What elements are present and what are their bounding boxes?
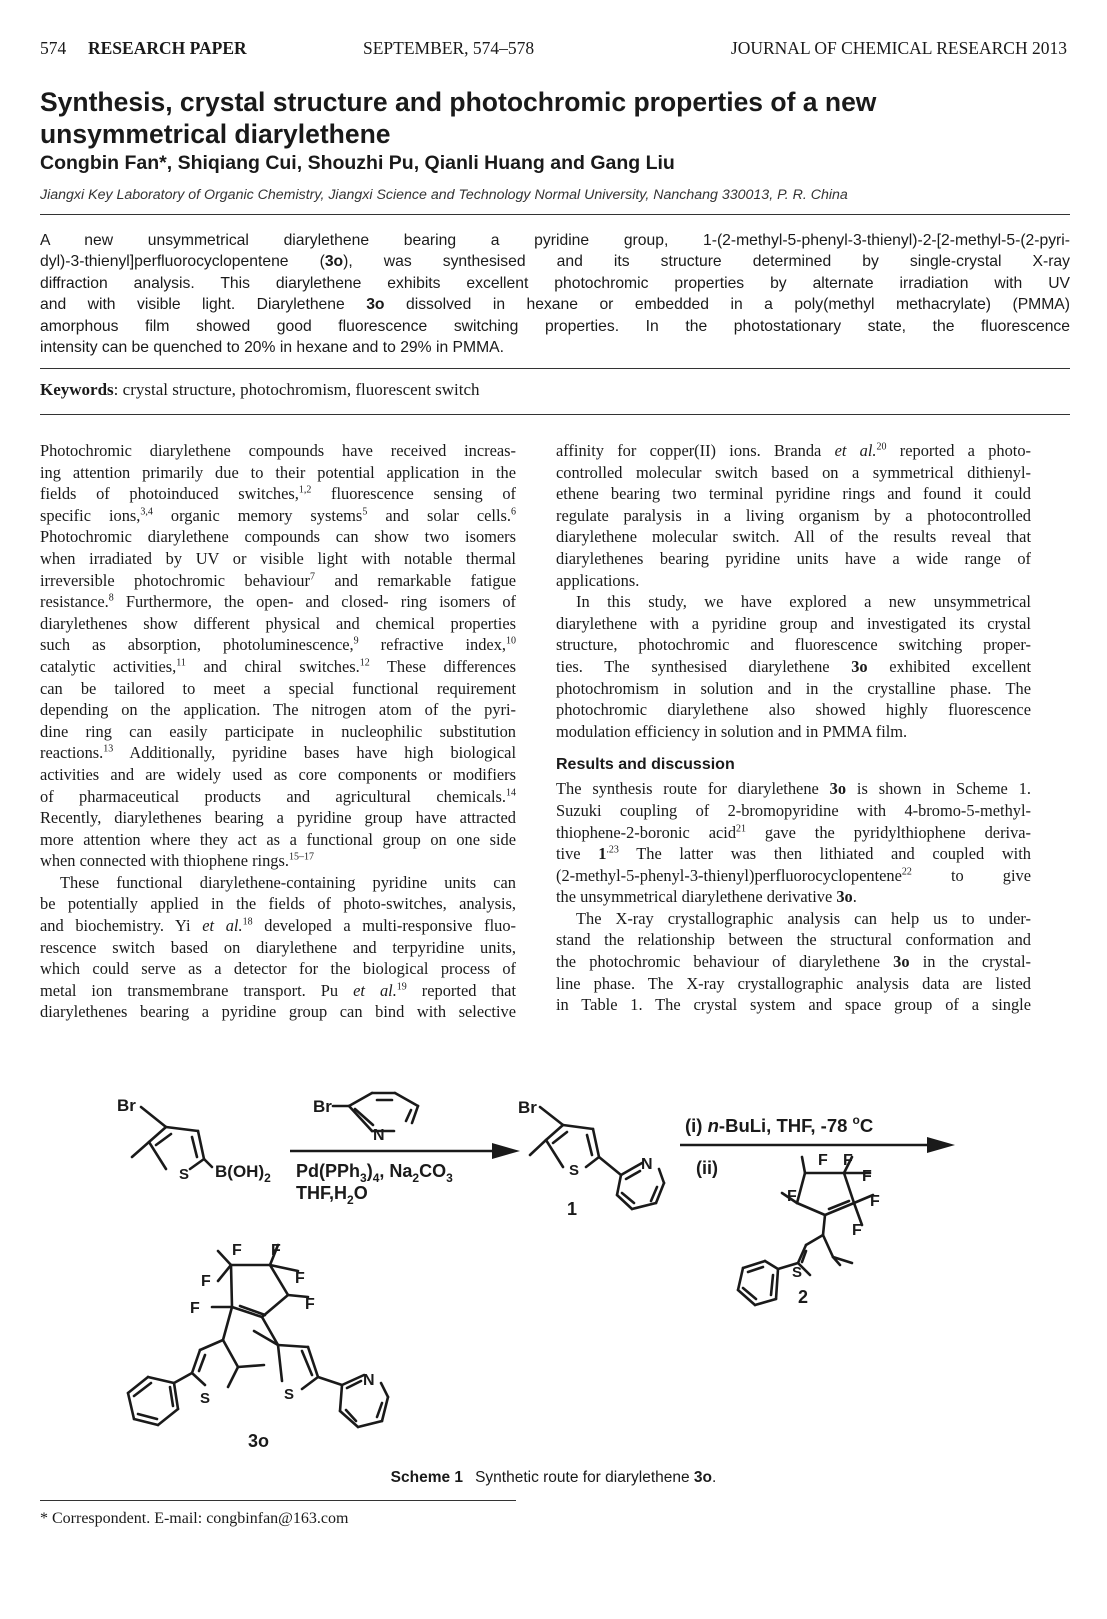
bromopyridine-structure	[333, 1093, 418, 1131]
atom-label-f: F	[232, 1242, 242, 1259]
compound-label-3o: 3o	[248, 1431, 270, 1451]
divider	[40, 214, 1070, 215]
issue-date: SEPTEMBER, 574–578	[363, 38, 535, 58]
body-column-left	[40, 440, 516, 1023]
text-line: ethene bearing two terminal pyridine rings and found it could	[556, 484, 1031, 504]
section-label: RESEARCH PAPER	[88, 38, 247, 58]
text-line: ing attention primarily due to their potential application in the	[40, 462, 516, 482]
text-line: structure, photochromic and fluorescence switching proper-	[556, 635, 1031, 655]
article-title	[40, 86, 1040, 150]
atom-label-s: S	[792, 1264, 803, 1281]
text-line: more attention where they act as a functional group on one side	[40, 829, 516, 849]
text-line: specific ions,$^{3,4}$ organic memory systems$^5$ and solar cells.$^6$	[40, 505, 516, 525]
journal-name: JOURNAL OF CHEMICAL RESEARCH 2013	[730, 38, 1067, 58]
text-line: The synthesis route for diarylethene 3o is shown in Scheme 1.	[556, 779, 1031, 799]
text-line: fields of photoinduced switches,$^{1,2}$ fluorescence sensing of	[40, 484, 516, 504]
atom-label-n: N	[641, 1156, 653, 1173]
reaction-conditions-1: $Pd(PPh_3)_4$, $Na_2CO_3$	[296, 1161, 453, 1185]
text-line: diarylethenes bearing a pyridine group can bind with selective	[40, 1002, 516, 1022]
text-line: line phase. The X-ray crystallographic analysis data are listed	[556, 973, 1031, 993]
abstract-line: A new unsymmetrical diarylethene bearing a pyridine group, 1-(2-methyl-5-phenyl-3-thienyl)-2-[2-methyl-5-(2-pyri-	[40, 232, 1070, 249]
keywords	[40, 380, 480, 400]
text-line: thiophene-2-boronic acid$^{21}$ gave the pyridylthiophene deriva-	[556, 822, 1032, 842]
keywords-text: : crystal structure, photochromism, fluorescent switch	[113, 380, 480, 399]
section-heading: Results and discussion	[556, 756, 735, 774]
abstract-line: dyl)-3-thienyl]perfluorocyclopentene (3o), was synthesised and its structure determined by single-crystal X-ray	[40, 253, 1070, 271]
affiliation: Jiangxi Key Laboratory of Organic Chemistry, Jiangxi Science and Technology Normal University, Nanchang 330013, P. R. China	[40, 187, 848, 203]
text-line: which could serve as a detector for the biological process of	[40, 959, 516, 979]
caption-label: Scheme 1	[390, 1469, 464, 1486]
text-line: be potentially applied in the fields of photo-switches, analysis,	[40, 894, 516, 914]
text-line: applications.	[556, 570, 640, 590]
compound-label-2: 2	[798, 1287, 809, 1307]
abstract-line: diffraction analysis. This diarylethene exhibits excellent photochromic properties by alternate irradiation with UV	[40, 274, 1070, 292]
abstract	[40, 230, 1070, 358]
compound-3o-structure	[128, 1245, 388, 1427]
atom-label-f: F	[843, 1152, 853, 1169]
keywords-label: Keywords	[40, 380, 114, 399]
text-line: Suzuki coupling of 2-bromopyridine with 4-bromo-5-methyl-	[556, 800, 1031, 820]
text-line: Photochromic diarylethene compounds can show two isomers	[40, 527, 516, 547]
text-line: In this study, we have explored a new unsymmetrical	[576, 592, 1031, 612]
text-line: photochromism in solution and in the crystalline phase. The	[556, 678, 1031, 698]
footnote-divider	[40, 1500, 516, 1501]
text-line: can be tailored to meet a special functional requirement	[40, 678, 516, 698]
footnote: * Correspondent. E-mail: congbinfan@163.com	[40, 1510, 349, 1527]
atom-label-f: F	[818, 1152, 828, 1169]
text-line: depending on the application. The nitrogen atom of the pyri-	[40, 700, 516, 720]
text-line: metal ion transmembrane transport. Pu et al.$^{19}$ reported that	[40, 980, 516, 1000]
text-line: ties. The synthesised diarylethene 3o exhibited excellent	[556, 656, 1032, 676]
text-line: diarylethene molecular switch. All of the results reveal that	[556, 527, 1031, 547]
atom-label-s: S	[569, 1162, 580, 1179]
scheme-1	[40, 1085, 1070, 1475]
text-line: reactions.$^{13}$ Additionally, pyridine bases have high biological	[40, 743, 516, 763]
text-line: stand the relationship between the structural conformation and	[556, 930, 1031, 950]
atom-label-s: S	[284, 1386, 295, 1403]
thiophene-boronic-acid-structure	[132, 1107, 212, 1169]
text-line: These functional diarylethene-containing pyridine units can	[60, 872, 516, 892]
text-line: activities and are widely used as core components or modifiers	[40, 764, 516, 784]
text-line: (2-methyl-5-phenyl-3-thienyl)perfluorocyclopentene$^{22}$ to give	[556, 865, 1031, 885]
atom-label-br: Br	[518, 1098, 537, 1117]
atom-label-s: S	[200, 1390, 211, 1407]
atom-label-f: F	[787, 1188, 797, 1205]
text-line: in Table 1. The crystal system and space group of a single	[556, 995, 1031, 1015]
text-line: affinity for copper(II) ions. Branda et al.$^{20}$ reported a photo-	[556, 441, 1032, 460]
boronic-acid-label: $B(OH)_2$	[215, 1162, 271, 1185]
compound-label-1: 1	[567, 1199, 578, 1219]
text-line: diarylethene with a pyridine group and investigated its crystal	[556, 613, 1031, 633]
atom-label-f: F	[305, 1296, 315, 1313]
text-line: the unsymmetrical diarylethene derivative 3o.	[556, 887, 857, 907]
scheme-caption: Scheme 1 Synthetic route for diarylethene 3o.	[390, 1469, 717, 1486]
atom-label-f: F	[870, 1193, 880, 1210]
atom-label-f: F	[190, 1300, 200, 1317]
text-line: dine ring can easily participate in nucleophilic substitution	[40, 721, 516, 741]
abstract-line: intensity can be quenched to 20% in hexane and to 29% in PMMA.	[40, 339, 504, 357]
atom-label-f: F	[295, 1270, 305, 1287]
divider	[40, 414, 1070, 415]
reaction-step-ii: (ii)	[696, 1158, 718, 1178]
page-number: 574	[40, 38, 67, 58]
title-line-2: unsymmetrical diarylethene	[40, 119, 391, 149]
text-line: regulate paralysis in a living organism by a photocontrolled	[556, 505, 1031, 525]
text-line: modulation efficiency in solution and in PMMA film.	[556, 721, 908, 741]
arrow-head-2	[927, 1137, 955, 1153]
text-line: Recently, diarylethenes bearing a pyridine group have attracted	[40, 808, 516, 828]
text-line: when irradiated by UV or visible light with notable thermal	[40, 548, 516, 568]
atom-label-n: N	[373, 1127, 385, 1144]
text-line: when connected with thiophene rings.$^{15-17}$	[40, 851, 314, 871]
text-line: and biochemistry. Yi et al.$^{18}$ developed a multi-responsive fluo-	[40, 916, 516, 936]
arrow-head-1	[492, 1143, 520, 1159]
text-line: Photochromic diarylethene compounds have received increas-	[40, 441, 516, 460]
text-line: catalytic activities,$^{11}$ and chiral switches.$^{12}$ These differences	[40, 656, 516, 676]
atom-label-br: Br	[313, 1097, 332, 1116]
divider	[40, 368, 1070, 369]
text-line: diarylethenes bearing pyridine units have a wide range of	[556, 548, 1031, 568]
text-line: the photochromic behaviour of diarylethene 3o in the crystal-	[556, 952, 1032, 972]
text-line: irreversible photochromic behaviour$^7$ and remarkable fatigue	[40, 570, 516, 590]
atom-label-f: F	[862, 1168, 872, 1185]
text-line: diarylethenes show different physical and chemical properties	[40, 613, 516, 633]
abstract-line: amorphous film showed good fluorescence switching properties. In the photostationary state, the fluorescence	[40, 317, 1070, 335]
running-head	[40, 38, 1067, 62]
atom-label-s: S	[179, 1166, 190, 1183]
text-line: such as absorption, photoluminescence,$^9$ refractive index,$^{10}$	[40, 635, 516, 655]
title-line-1: Synthesis, crystal structure and photochromic properties of a new	[40, 87, 877, 117]
reaction-scheme	[40, 1085, 1070, 1475]
reaction-conditions-2: $THF,H_2O$	[296, 1183, 368, 1207]
atom-label-f: F	[201, 1273, 211, 1290]
text-line: photochromic diarylethene also showed highly fluorescence	[556, 700, 1031, 720]
body-column-right	[556, 440, 1031, 1016]
text-line: resistance.$^8$ Furthermore, the open- and closed- ring isomers of	[40, 592, 516, 612]
abstract-line: and with visible light. Diarylethene 3o dissolved in hexane or embedded in a poly(methyl methacrylate) (PMMA)	[40, 296, 1070, 314]
text-line: rescence switch based on diarylethene and terpyridine units,	[40, 937, 516, 957]
text-line: controlled molecular switch based on a symmetrical dithienyl-	[556, 462, 1031, 482]
text-line: The X-ray crystallographic analysis can help us to under-	[576, 908, 1031, 928]
atom-label-f: F	[852, 1222, 862, 1239]
atom-label-br: Br	[117, 1096, 136, 1115]
reaction-step-i: (i) n-BuLi, THF, -78 $^o$C	[685, 1113, 874, 1136]
atom-label-f: F	[271, 1242, 281, 1259]
authors: Congbin Fan*, Shiqiang Cui, Shouzhi Pu, Qianli Huang and Gang Liu	[40, 152, 675, 174]
text-line: of pharmaceutical products and agricultural chemicals.$^{14}$	[40, 786, 516, 806]
atom-label-n: N	[363, 1372, 375, 1389]
text-line: tive $1^{.23}$ The latter was then lithiated and coupled with	[556, 844, 1031, 864]
